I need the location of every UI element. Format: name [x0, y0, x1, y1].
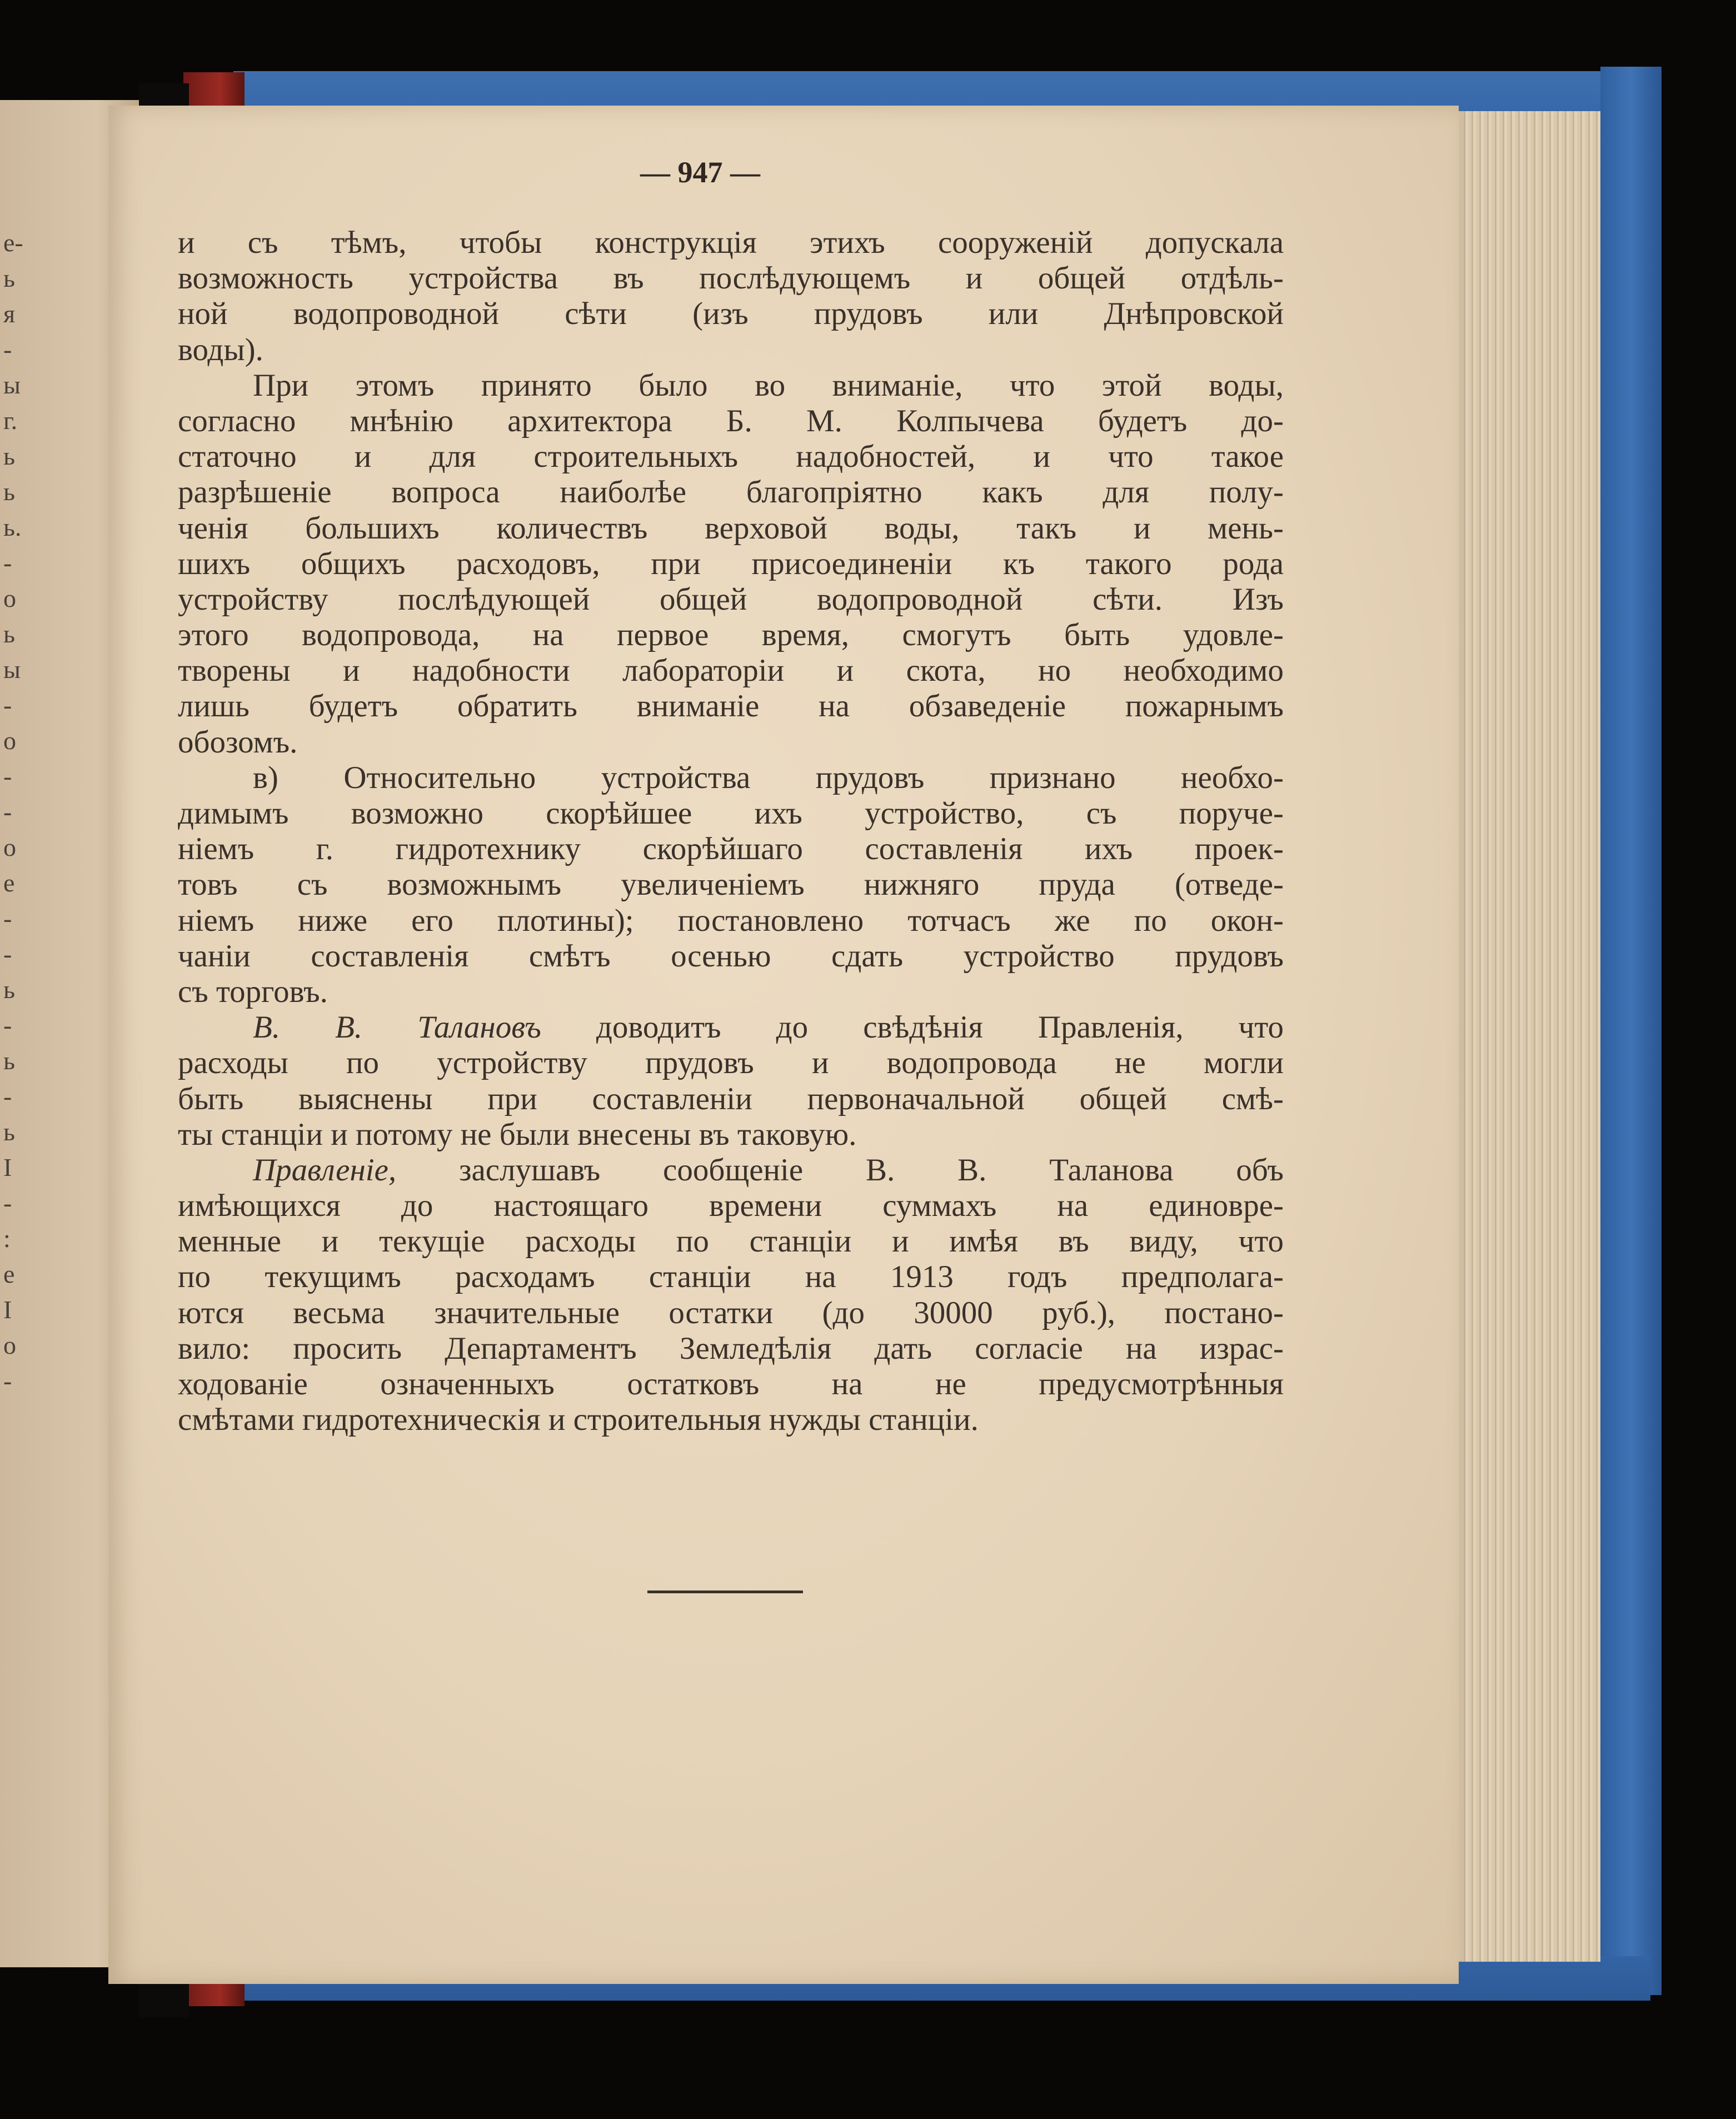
text-line: ніемъ г. гидротехнику скорѣйшаго составленія ихъ проек-: [178, 831, 1284, 867]
left-page-char: ь: [3, 442, 15, 470]
text-line: вило: просить Департаментъ Земледѣлія дать согласіе на израс-: [178, 1330, 1284, 1366]
left-page-char: ы: [3, 655, 21, 684]
text-line: статочно и для строительныхъ надобностей, и что такое: [178, 439, 1284, 475]
left-page-char: е: [3, 1260, 15, 1288]
text-line: чаніи составленія смѣтъ осенью сдать устройство прудовъ: [178, 938, 1284, 974]
text-line: воды).: [178, 332, 263, 367]
left-page-char: ь: [3, 620, 15, 648]
text-line: обозомъ.: [178, 724, 298, 760]
text-line: расходы по устройству прудовъ и водопровода не могли: [178, 1045, 1284, 1081]
page-number: — 947 —: [640, 156, 760, 189]
left-page-char: г.: [3, 406, 18, 435]
left-page-char: е: [3, 869, 15, 897]
text-line: быть выяснены при составленіи первоначальной общей смѣ-: [178, 1081, 1284, 1116]
left-page-char: е-: [3, 228, 23, 257]
left-page-char: -: [3, 1082, 12, 1110]
text-line: ченія большихъ количествъ верховой воды, такъ и мень-: [178, 510, 1284, 546]
text-line: в) Относительно устройства прудовъ признано необхо-: [253, 760, 1284, 795]
text-line: ной водопроводной сѣти (изъ прудовъ или Днѣпровской: [178, 296, 1284, 332]
text-line: ніемъ ниже его плотины); постановлено тотчасъ же по окон-: [178, 903, 1284, 938]
text-line: по текущимъ расходамъ станціи на 1913 годъ предполага-: [178, 1259, 1284, 1295]
left-page-char: ь: [3, 975, 15, 1004]
text-line: шихъ общихъ расходовъ, при присоединеніи къ такого рода: [178, 546, 1284, 581]
text-line: менные и текущіе расходы по станціи и имѣя въ виду, что: [178, 1224, 1284, 1259]
section-end-rule: [647, 1591, 803, 1593]
text-line: согласно мнѣнію архитектора Б. М. Колпычева будетъ до-: [178, 403, 1284, 438]
text-line: [178, 1153, 1284, 1188]
page-edges: [1445, 111, 1600, 1962]
text-line: смѣтами гидротехническія и строительныя нужды станціи.: [178, 1402, 979, 1438]
text-line: ются весьма значительные остатки (до 30000 руб.), постано-: [178, 1295, 1284, 1330]
text-line: устройству послѣдующей общей водопроводной сѣти. Изъ: [178, 581, 1284, 617]
left-page-char: -: [3, 762, 12, 790]
body-text: [178, 225, 1284, 1470]
text-line: этого водопровода, на первое время, смогутъ быть удовле-: [178, 617, 1284, 653]
left-page-char: ь: [3, 1118, 15, 1146]
left-page-char: -: [3, 549, 12, 577]
left-page-char: -: [3, 904, 12, 933]
left-page-char: о: [3, 726, 16, 755]
text-line-rest: доводитъ до свѣдѣнія Правленія, что: [541, 1010, 1284, 1045]
left-page-char: :: [3, 1224, 11, 1253]
left-page-char: я: [3, 300, 16, 328]
text-line: ходованіе означенныхъ остатковъ на не предусмотрѣнныя: [178, 1367, 1284, 1402]
left-page-char: -: [3, 797, 12, 826]
speaker-name: В. В. Талановъ: [253, 1010, 541, 1045]
left-page-char: -: [3, 1011, 12, 1039]
left-page-char: I: [3, 1153, 12, 1181]
text-line: [178, 1010, 1284, 1045]
left-page-char: о: [3, 833, 16, 861]
left-page-char: о: [3, 584, 16, 612]
left-page-char: ь.: [3, 513, 22, 541]
speaker-name: Правленіе,: [253, 1152, 397, 1188]
cover-right-edge: [1600, 67, 1662, 1995]
text-line: товъ съ возможнымъ увеличеніемъ нижняго пруда (отведе-: [178, 867, 1284, 903]
text-line: имѣющихся до настоящаго времени суммахъ на единовре-: [178, 1188, 1284, 1224]
left-page-char: I: [3, 1295, 12, 1324]
left-page-char: о: [3, 1331, 16, 1359]
text-line-rest: заслушавъ сообщеніе В. В. Таланова объ: [396, 1152, 1284, 1188]
left-page-char: -: [3, 691, 12, 719]
left-page-char: -: [3, 940, 12, 968]
left-page-char: -: [3, 335, 12, 363]
text-line: и съ тѣмъ, чтобы конструкція этихъ сооруженій допускала: [178, 225, 1284, 260]
left-page-char: -: [3, 1189, 12, 1217]
text-line: возможность устройства въ послѣдующемъ и общей отдѣль-: [178, 261, 1284, 296]
left-page-char: ы: [3, 371, 21, 399]
text-line: творены и надобности лабораторіи и скота, но необходимо: [178, 653, 1284, 689]
left-page-char: ь: [3, 264, 15, 292]
text-line: разрѣшеніе вопроса наиболѣе благопріятно какъ для полу-: [178, 475, 1284, 510]
text-line: ты станціи и потому не были внесены въ таковую.: [178, 1116, 857, 1152]
text-line: лишь будетъ обратить вниманіе на обзаведеніе пожарнымъ: [178, 689, 1284, 724]
left-page-char: ь: [3, 477, 15, 506]
text-line: съ торговъ.: [178, 974, 328, 1009]
left-page-char: ь: [3, 1046, 15, 1075]
text-line: димымъ возможно скорѣйшее ихъ устройство, съ поруче-: [178, 796, 1284, 831]
text-line: При этомъ принято было во вниманіе, что этой воды,: [253, 367, 1284, 403]
left-page-char: -: [3, 1367, 12, 1395]
